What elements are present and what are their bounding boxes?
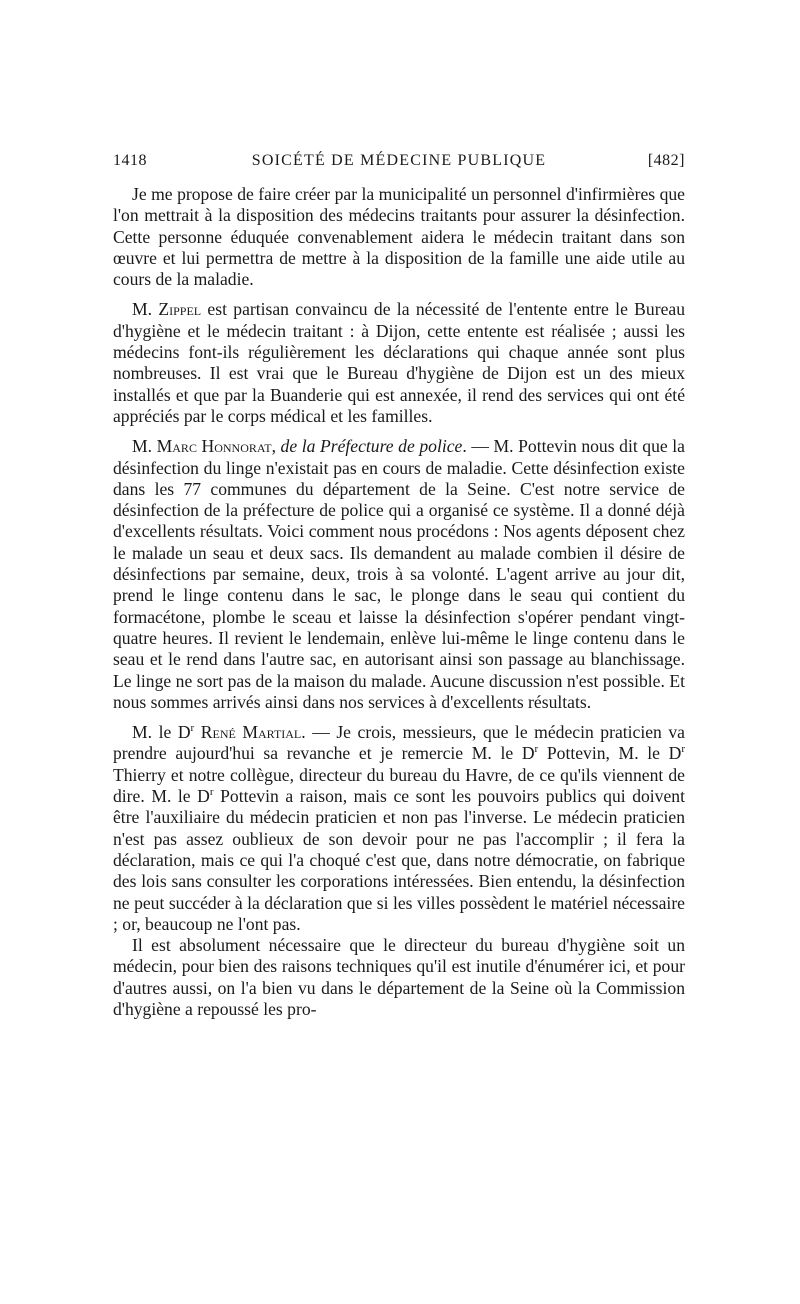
superscript: r [681,743,685,756]
paragraph-text: . — M. Pottevin nous dit que la désinfection du linge n'existait pas en cours de maladie. Cette désinfection existe dans les 77 communes du département de la Seine. C'est notre service de désinfection de la préfecture de police qui a organisé ce système. Il a donné déjà d'excellents résultats. Voici comment nous procédons : Nos agents déposent chez le malade un seau et deux sacs. Ils demandent au malade combien il désire de désinfections par semaine, deux, trois à sa volonté. L'agent arrive au jour dit, prend le linge contenu dans le sac, le plonge dans le seau qui contient du formacétone, plombe le sceau et laisse la désinfection s'opérer pendant vingt-quatre heures. Il revient le lendemain, enlève lui-même le linge contenu dans le seau et le rend dans l'autre sac, en autorisant ainsi son passage au blanchissage. Le linge ne sort pas de la maison du malade. Aucune discussion n'est possible. Et nous sommes arrivés ainsi dans nos services à d'excellents résultats. [113,436,685,712]
body-text [113,184,685,1020]
paragraph-5 [113,935,685,1020]
superscript: r [534,743,539,756]
page-number: 1418 [113,152,147,169]
running-header [113,152,685,172]
paragraph-text: Thierry et notre collègue, directeur du bureau du Havre, de ce qu'ils viennent de dire. M. le D [113,764,685,807]
paragraph-text: Il est absolument nécessaire que le directeur du bureau d'hygiène soit un médecin, pour bien des raisons techniques qu'il est inutile d'énumérer ici, et pour d'autres aussi, on l'a bien vu dans le département de la Seine où la Commission d'hygiène a repoussé les pro- [113,935,685,1019]
superscript: r [209,786,214,799]
paragraph-3 [113,436,685,713]
superscript: r [190,722,195,735]
speaker-name: Zippel [158,299,202,320]
speaker-name: René Martial [200,722,302,743]
speaker-prefix: M. le D [132,722,191,743]
paragraph-text: Pottevin a raison, mais ce sont les pouvoirs publics qui doivent être l'auxiliaire du médecin praticien et non pas l'inverse. Le médecin praticien n'est pas assez oublieux de son devoir pour ne pas l'accomplir ; il fera la déclaration, mais ce qui l'a choqué c'est que, dans notre démocratie, on fabrique des lois sans consulter les corporations intéressées. Bien entendu, la désinfection ne peut succéder à la déclaration que si les villes possèdent le matériel nécessaire ; or, beaucoup ne l'ont pas. [113,786,685,934]
comma: , [271,436,281,457]
page-reference: [482] [647,152,685,169]
speaker-prefix: M. [132,436,157,457]
paragraph-text: est partisan convaincu de la nécessité de l'entente entre le Bureau d'hygiène et le médecin traitant : à Dijon, cette entente est réalisée ; aussi les médecins font-ils régulièrement les déclarations qui chaque année sont plus nombreuses. Il est vrai que le Bureau d'hygiène de Dijon est un des mieux installés et que par la Buanderie qui est annexée, il rend des services qui ont été appréciés par le corps médical et les familles. [113,299,685,426]
paragraph-2 [113,299,685,427]
paragraph-text: . — Je crois, messieurs, que le médecin praticien va prendre aujourd'hui sa revanche et je remercie M. le D [113,722,685,764]
paragraph-text: Je me propose de faire créer par la municipalité un personnel d'infirmières que l'on mettrait à la disposition des médecins traitants pour assurer la désinfection. Cette personne éduquée convenablement aidera le médecin traitant dans son œuvre et lui permettra de mettre à la disposition de la famille une aide utile au cours de la maladie. [113,184,685,290]
speaker-prefix: M. [132,299,159,320]
paragraph-text: Pottevin, M. le D [538,743,682,764]
paragraph-1 [113,184,685,290]
speaker-name: Marc Honnorat [156,436,272,457]
paragraph-4 [113,722,685,935]
speaker-affiliation: de la Préfecture de police [280,436,463,457]
running-title: SOICÉTÉ DE MÉDECINE PUBLIQUE [251,152,547,169]
